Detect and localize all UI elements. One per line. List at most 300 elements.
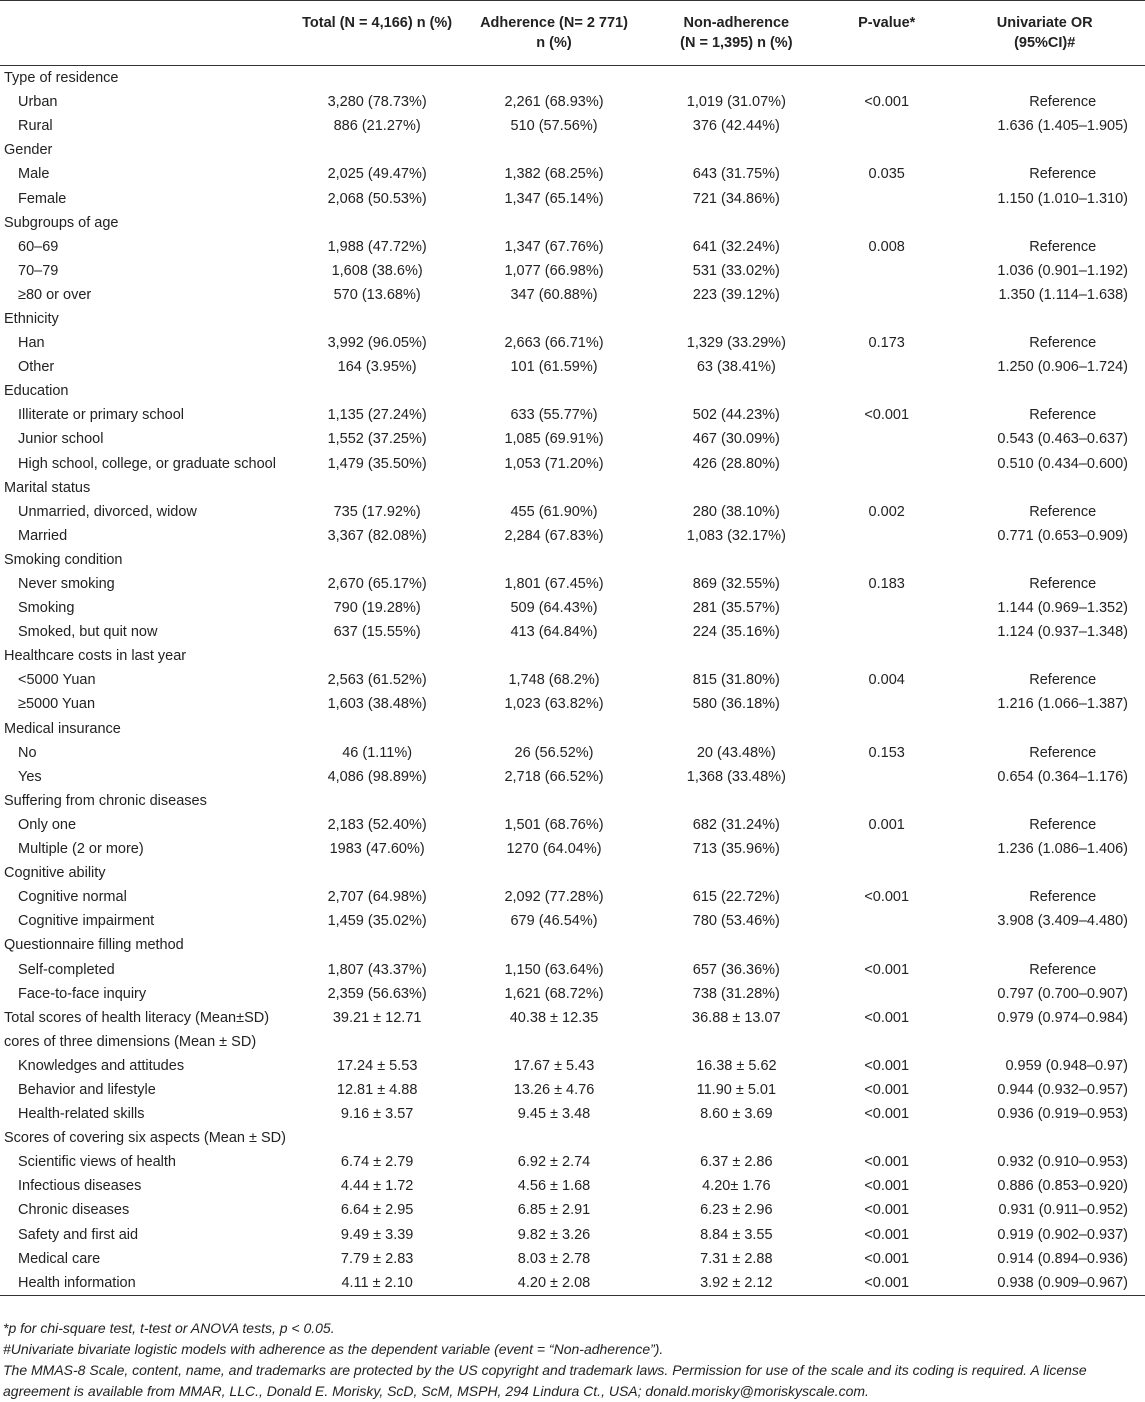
- cell-adherence: 1,347 (65.14%): [504, 190, 604, 207]
- cell-nonadherence: 7.31 ± 2.88: [700, 1250, 773, 1267]
- cell-or: 1.124 (0.937–1.348): [997, 624, 1128, 641]
- cell-or: [944, 476, 1145, 500]
- section-label: Suffering from chronic diseases: [4, 792, 207, 809]
- row-label: Female: [18, 190, 67, 207]
- cell-or: [944, 138, 1145, 162]
- cell-or: [944, 933, 1145, 957]
- cell-pvalue: 0.004: [868, 672, 905, 689]
- cell-or: 0.938 (0.909–0.967): [997, 1274, 1128, 1291]
- cell-nonadherence: [644, 476, 829, 500]
- cell-adherence: 9.45 ± 3.48: [517, 1106, 591, 1123]
- section-label: Ethnicity: [4, 310, 59, 327]
- cell-pvalue: [829, 114, 944, 138]
- cell-nonadherence: 3.92 ± 2.12: [700, 1274, 773, 1291]
- cell-nonadherence: 20 (43.48%): [696, 744, 776, 761]
- cell-pvalue: <0.001: [864, 1226, 910, 1243]
- cell-nonadherence: 643 (31.75%): [692, 166, 780, 183]
- cell-adherence: 40.38 ± 12.35: [509, 1009, 599, 1026]
- row-label: Rural: [18, 118, 53, 135]
- cell-or: Reference: [1029, 335, 1097, 352]
- cell-pvalue: [829, 1126, 944, 1150]
- cell-or: Reference: [1029, 889, 1097, 906]
- table-row: [0, 1006, 1145, 1030]
- cell-adherence: [464, 717, 643, 741]
- cell-adherence: [464, 66, 643, 91]
- cell-nonadherence: 6.37 ± 2.86: [700, 1154, 773, 1171]
- row-label: Health information: [18, 1274, 136, 1291]
- row-label: Other: [18, 359, 55, 376]
- table-row: [0, 1054, 1145, 1078]
- cell-pvalue: [829, 548, 944, 572]
- cell-total: 46 (1.11%): [342, 744, 413, 761]
- cell-adherence: 26 (56.52%): [514, 744, 594, 761]
- cell-or: 0.931 (0.911–0.952): [998, 1202, 1128, 1219]
- table-row: [0, 957, 1145, 981]
- row-label: Never smoking: [18, 576, 115, 593]
- cell-total: [290, 1030, 464, 1054]
- row-label: Cognitive normal: [18, 889, 127, 906]
- cell-total: 2,707 (64.98%): [327, 889, 427, 906]
- cell-nonadherence: 281 (35.57%): [692, 600, 780, 617]
- cell-nonadherence: [644, 717, 829, 741]
- cell-adherence: 17.67 ± 5.43: [513, 1057, 595, 1074]
- table-row: [0, 114, 1145, 138]
- cell-nonadherence: [644, 861, 829, 885]
- cell-adherence: 13.26 ± 4.76: [513, 1081, 595, 1098]
- cell-or: 0.914 (0.894–0.936): [997, 1250, 1128, 1267]
- cell-or: 1.636 (1.405–1.905): [997, 118, 1128, 135]
- cell-nonadherence: [644, 66, 829, 91]
- table-row: [0, 1271, 1145, 1296]
- cell-adherence: [464, 644, 643, 668]
- table-row: [0, 1174, 1145, 1198]
- cell-nonadherence: 713 (35.96%): [692, 841, 780, 858]
- header-or-line1: Univariate OR: [996, 15, 1093, 31]
- cell-nonadherence: 780 (53.46%): [692, 913, 780, 930]
- row-label: Unmarried, divorced, widow: [18, 503, 197, 520]
- cell-pvalue: [829, 644, 944, 668]
- section-row: [0, 138, 1145, 162]
- cell-adherence: 4.20 ± 2.08: [517, 1274, 591, 1291]
- cell-total: 12.81 ± 4.88: [336, 1081, 418, 1098]
- cell-total: 9.16 ± 3.57: [340, 1106, 414, 1123]
- table-row: [0, 186, 1145, 210]
- cell-or: [944, 1126, 1145, 1150]
- cell-total: 1,608 (38.6%): [331, 262, 423, 279]
- cell-adherence: 6.85 ± 2.91: [517, 1202, 591, 1219]
- cell-adherence: [464, 548, 643, 572]
- footnote-license: The MMAS-8 Scale, content, name, and trademarks are protected by the US copyright and trademark laws. Permission for use of the scale and its coding is required. A license agreement is available from MMAR, LLC., Donald E. Morisky, ScD, ScM, MSPH, 294 Lindura Ct., USA; donald.morisky@moriskyscale.com.: [3, 1362, 1087, 1399]
- table-row: [0, 1198, 1145, 1222]
- cell-nonadherence: [644, 789, 829, 813]
- cell-adherence: 101 (61.59%): [510, 359, 598, 376]
- row-label: Male: [18, 166, 50, 183]
- cell-or: 1.150 (1.010–1.310): [997, 190, 1128, 207]
- cell-nonadherence: [644, 307, 829, 331]
- cell-or: [944, 789, 1145, 813]
- footnote-pvalue: *p for chi-square test, t-test or ANOVA tests, p < 0.05.: [3, 1320, 335, 1336]
- cell-nonadherence: 8.84 ± 3.55: [700, 1226, 773, 1243]
- cell-nonadherence: 682 (31.24%): [692, 816, 780, 833]
- cell-nonadherence: 815 (31.80%): [692, 672, 780, 689]
- table-row: [0, 1102, 1145, 1126]
- cell-total: [290, 644, 464, 668]
- row-label: Infectious diseases: [18, 1178, 142, 1195]
- cell-pvalue: [829, 524, 944, 548]
- cell-adherence: [464, 476, 643, 500]
- section-row: [0, 211, 1145, 235]
- cell-total: 2,025 (49.47%): [327, 166, 427, 183]
- cell-or: Reference: [1029, 576, 1097, 593]
- cell-nonadherence: 1,368 (33.48%): [686, 768, 786, 785]
- cell-adherence: 509 (64.43%): [510, 600, 598, 617]
- section-label: Questionnaire filling method: [4, 937, 184, 954]
- cell-pvalue: [829, 138, 944, 162]
- cell-adherence: 2,284 (67.83%): [504, 527, 604, 544]
- section-row: [0, 933, 1145, 957]
- cell-total: [290, 66, 464, 91]
- cell-nonadherence: [644, 644, 829, 668]
- cell-adherence: 1,501 (68.76%): [504, 816, 604, 833]
- row-label: Chronic diseases: [18, 1202, 130, 1219]
- cell-pvalue: <0.001: [864, 94, 910, 111]
- cell-total: [290, 211, 464, 235]
- cell-nonadherence: 280 (38.10%): [692, 503, 780, 520]
- cell-adherence: 1,621 (68.72%): [504, 985, 604, 1002]
- cell-pvalue: [829, 837, 944, 861]
- cell-pvalue: 0.173: [868, 335, 905, 352]
- cell-total: 1,479 (35.50%): [327, 455, 427, 472]
- section-label: Type of residence: [4, 70, 119, 87]
- cell-adherence: [464, 379, 643, 403]
- header-adherence-line2: n (%): [536, 35, 572, 51]
- cell-nonadherence: 467 (30.09%): [692, 431, 780, 448]
- cell-pvalue: [829, 355, 944, 379]
- cell-adherence: 510 (57.56%): [510, 118, 598, 135]
- cell-total: [290, 138, 464, 162]
- cell-pvalue: [829, 476, 944, 500]
- cell-adherence: 455 (61.90%): [510, 503, 598, 520]
- cell-pvalue: [829, 283, 944, 307]
- cell-adherence: 2,261 (68.93%): [504, 94, 604, 111]
- cell-adherence: 1,347 (67.76%): [504, 238, 604, 255]
- cell-adherence: 1,382 (68.25%): [504, 166, 604, 183]
- cell-total: 4.11 ± 2.10: [341, 1274, 413, 1291]
- cell-or: Reference: [1029, 744, 1097, 761]
- cell-total: 2,068 (50.53%): [327, 190, 427, 207]
- cell-pvalue: <0.001: [864, 1106, 910, 1123]
- row-label: Han: [18, 335, 45, 352]
- cell-adherence: [464, 1030, 643, 1054]
- cell-total: [290, 717, 464, 741]
- header-adherence: [464, 1, 643, 66]
- cell-pvalue: 0.008: [868, 238, 905, 255]
- cell-adherence: 6.92 ± 2.74: [517, 1154, 591, 1171]
- cell-adherence: 1,053 (71.20%): [504, 455, 604, 472]
- cell-pvalue: [829, 596, 944, 620]
- table-row: [0, 692, 1145, 716]
- cell-total: 790 (19.28%): [333, 600, 421, 617]
- cell-pvalue: <0.001: [864, 1202, 910, 1219]
- cell-or: 0.979 (0.974–0.984): [997, 1009, 1128, 1026]
- cell-total: [290, 933, 464, 957]
- cell-pvalue: [829, 259, 944, 283]
- row-label: Married: [18, 527, 68, 544]
- row-label: Cognitive impairment: [18, 913, 155, 930]
- cell-pvalue: [829, 789, 944, 813]
- cell-adherence: 679 (46.54%): [510, 913, 598, 930]
- section-row: [0, 307, 1145, 331]
- row-label: Only one: [18, 816, 77, 833]
- cell-pvalue: [829, 211, 944, 235]
- cell-adherence: 9.82 ± 3.26: [517, 1226, 591, 1243]
- table-row: [0, 813, 1145, 837]
- table-row: [0, 620, 1145, 644]
- table-header: [0, 1, 1145, 66]
- cell-nonadherence: [644, 548, 829, 572]
- cell-or: Reference: [1029, 503, 1097, 520]
- cell-total: 164 (3.95%): [337, 359, 417, 376]
- row-label: Health-related skills: [18, 1106, 145, 1123]
- cell-or: Reference: [1029, 672, 1097, 689]
- cell-adherence: [464, 211, 643, 235]
- cell-nonadherence: 426 (28.80%): [692, 455, 780, 472]
- table-row: [0, 909, 1145, 933]
- cell-total: 2,563 (61.52%): [327, 672, 427, 689]
- cell-or: 3.908 (3.409–4.480): [997, 913, 1128, 930]
- header-or: [944, 1, 1145, 66]
- cell-nonadherence: [644, 1126, 829, 1150]
- cell-nonadherence: 1,083 (32.17%): [686, 527, 786, 544]
- cell-nonadherence: 641 (32.24%): [692, 238, 780, 255]
- cell-pvalue: 0.035: [868, 166, 905, 183]
- cell-total: [290, 379, 464, 403]
- cell-adherence: [464, 1126, 643, 1150]
- footnote-or: #Univariate bivariate logistic models with adherence as the dependent variable (event = “Non-adherence”).: [3, 1341, 664, 1357]
- cell-total: 1,988 (47.72%): [327, 238, 427, 255]
- cell-adherence: 413 (64.84%): [510, 624, 598, 641]
- cell-nonadherence: [644, 138, 829, 162]
- cell-adherence: 1,748 (68.2%): [508, 672, 600, 689]
- section-row: [0, 644, 1145, 668]
- cell-total: 1,552 (37.25%): [327, 431, 427, 448]
- section-row: [0, 66, 1145, 91]
- cell-pvalue: [829, 452, 944, 476]
- cell-total: [290, 789, 464, 813]
- section-row: [0, 861, 1145, 885]
- cell-adherence: 8.03 ± 2.78: [517, 1250, 591, 1267]
- cell-or: [944, 307, 1145, 331]
- header-nonadherence: [644, 1, 829, 66]
- cell-pvalue: <0.001: [864, 1009, 910, 1026]
- cell-total: 637 (15.55%): [333, 624, 421, 641]
- cell-total: 1,807 (43.37%): [327, 961, 427, 978]
- cell-pvalue: [829, 1030, 944, 1054]
- cell-or: 0.797 (0.700–0.907): [997, 985, 1128, 1002]
- table-row: [0, 283, 1145, 307]
- cell-adherence: 2,663 (66.71%): [504, 335, 604, 352]
- row-label: No: [18, 744, 37, 761]
- table-row: [0, 1150, 1145, 1174]
- table-row: [0, 982, 1145, 1006]
- cell-or: 0.886 (0.853–0.920): [997, 1178, 1128, 1195]
- cell-adherence: 1270 (64.04%): [506, 841, 602, 858]
- cell-total: 6.64 ± 2.95: [340, 1202, 414, 1219]
- cell-total: 3,367 (82.08%): [327, 527, 427, 544]
- cell-or: [944, 548, 1145, 572]
- cell-pvalue: 0.183: [868, 576, 905, 593]
- cell-adherence: [464, 138, 643, 162]
- section-label: Gender: [4, 142, 53, 159]
- header-label: [0, 1, 290, 66]
- cell-nonadherence: 531 (33.02%): [692, 262, 780, 279]
- cell-total: 2,670 (65.17%): [327, 576, 427, 593]
- cell-adherence: 347 (60.88%): [510, 286, 598, 303]
- cell-or: [944, 211, 1145, 235]
- cell-pvalue: [829, 765, 944, 789]
- cell-pvalue: 0.002: [868, 503, 905, 520]
- cell-nonadherence: 738 (31.28%): [692, 985, 780, 1002]
- cell-total: [290, 307, 464, 331]
- table-row: [0, 259, 1145, 283]
- cell-pvalue: 0.001: [868, 816, 905, 833]
- cell-total: 1,459 (35.02%): [327, 913, 427, 930]
- cell-total: 735 (17.92%): [333, 503, 421, 520]
- cell-pvalue: [829, 717, 944, 741]
- row-label: Smoking: [18, 600, 75, 617]
- row-label: Junior school: [18, 431, 104, 448]
- table-row: [0, 668, 1145, 692]
- cell-pvalue: [829, 982, 944, 1006]
- row-label: Self-completed: [18, 961, 115, 978]
- cell-or: 0.936 (0.919–0.953): [997, 1106, 1128, 1123]
- cell-total: 4.44 ± 1.72: [340, 1178, 414, 1195]
- cell-total: [290, 548, 464, 572]
- cell-nonadherence: 580 (36.18%): [692, 696, 780, 713]
- cell-or: 0.510 (0.434–0.600): [997, 455, 1128, 472]
- header-pvalue: P-value*: [858, 15, 916, 31]
- cell-adherence: 1,085 (69.91%): [504, 431, 604, 448]
- cell-pvalue: [829, 909, 944, 933]
- cell-nonadherence: 63 (38.41%): [696, 359, 776, 376]
- row-label: ≥5000 Yuan: [18, 696, 96, 713]
- table-row: [0, 427, 1145, 451]
- table-row: [0, 524, 1145, 548]
- section-row: [0, 1126, 1145, 1150]
- table-row: [0, 596, 1145, 620]
- cell-or: [944, 861, 1145, 885]
- row-label: Urban: [18, 94, 58, 111]
- section-label: Cognitive ability: [4, 865, 106, 882]
- cell-pvalue: [829, 933, 944, 957]
- cell-nonadherence: 11.90 ± 5.01: [696, 1081, 777, 1098]
- cell-nonadherence: 1,019 (31.07%): [686, 94, 786, 111]
- row-label: Safety and first aid: [18, 1226, 139, 1243]
- header-total: Total (N = 4,166) n (%): [302, 15, 453, 31]
- row-label: Multiple (2 or more): [18, 841, 144, 858]
- cell-adherence: 2,092 (77.28%): [504, 889, 604, 906]
- cell-pvalue: [829, 861, 944, 885]
- cell-or: 1.144 (0.969–1.352): [997, 600, 1128, 617]
- footnotes: [3, 1318, 1143, 1402]
- table-row: [0, 500, 1145, 524]
- cell-total: 3,280 (78.73%): [327, 94, 427, 111]
- cell-total: 1,603 (38.48%): [327, 696, 427, 713]
- row-label: 70–79: [18, 262, 59, 279]
- cell-nonadherence: 869 (32.55%): [692, 576, 780, 593]
- cell-nonadherence: [644, 933, 829, 957]
- section-row: [0, 476, 1145, 500]
- section-label: Healthcare costs in last year: [4, 648, 187, 665]
- cell-total: 39.21 ± 12.71: [332, 1009, 422, 1026]
- table-row: [0, 572, 1145, 596]
- cell-adherence: 633 (55.77%): [510, 407, 598, 424]
- cell-or: 0.959 (0.948–0.97): [1005, 1057, 1128, 1074]
- cell-nonadherence: 376 (42.44%): [692, 118, 780, 135]
- row-label: Illiterate or primary school: [18, 407, 184, 424]
- table-row: [0, 90, 1145, 114]
- cell-total: 886 (21.27%): [333, 118, 421, 135]
- cell-total: [290, 476, 464, 500]
- table-row: [0, 837, 1145, 861]
- section-label: Subgroups of age: [4, 214, 119, 231]
- cell-nonadherence: [644, 379, 829, 403]
- cell-or: 1.350 (1.114–1.638): [998, 286, 1128, 303]
- cell-pvalue: <0.001: [864, 961, 910, 978]
- table-row: [0, 162, 1145, 186]
- cell-total: 2,183 (52.40%): [327, 816, 427, 833]
- table-row: [0, 765, 1145, 789]
- cell-pvalue: <0.001: [864, 1274, 910, 1291]
- cell-pvalue: [829, 186, 944, 210]
- cell-or: Reference: [1029, 961, 1097, 978]
- cell-or: 1.216 (1.066–1.387): [997, 696, 1128, 713]
- cell-total: 570 (13.68%): [333, 286, 421, 303]
- cell-pvalue: <0.001: [864, 889, 910, 906]
- cell-nonadherence: [644, 1030, 829, 1054]
- row-label: High school, college, or graduate school: [18, 455, 276, 472]
- cell-adherence: 1,077 (66.98%): [504, 262, 604, 279]
- cell-adherence: [464, 789, 643, 813]
- cell-total: 17.24 ± 5.53: [336, 1057, 418, 1074]
- cell-nonadherence: 224 (35.16%): [692, 624, 780, 641]
- cell-pvalue: <0.001: [864, 1250, 910, 1267]
- cell-nonadherence: 4.20± 1.76: [702, 1178, 771, 1195]
- row-label: Behavior and lifestyle: [18, 1081, 156, 1098]
- cell-total: 3,992 (96.05%): [327, 335, 427, 352]
- cell-adherence: 1,150 (63.64%): [504, 961, 604, 978]
- cell-or: 0.932 (0.910–0.953): [997, 1154, 1128, 1171]
- cell-nonadherence: 502 (44.23%): [692, 407, 780, 424]
- table-row: [0, 235, 1145, 259]
- cell-or: 0.543 (0.463–0.637): [997, 431, 1128, 448]
- section-label: Medical insurance: [4, 720, 121, 737]
- row-label: Knowledges and attitudes: [18, 1057, 185, 1074]
- cell-adherence: [464, 861, 643, 885]
- cell-nonadherence: [644, 211, 829, 235]
- table-row: [0, 452, 1145, 476]
- row-label: Medical care: [18, 1250, 101, 1267]
- cell-or: 0.944 (0.932–0.957): [997, 1081, 1128, 1098]
- section-row: [0, 1030, 1145, 1054]
- cell-or: [944, 66, 1145, 91]
- table-row: [0, 403, 1145, 427]
- row-label: Face-to-face inquiry: [18, 985, 147, 1002]
- cell-or: Reference: [1029, 407, 1097, 424]
- section-label: Scores of covering six aspects (Mean ± SD): [4, 1130, 286, 1147]
- cell-nonadherence: 36.88 ± 13.07: [692, 1009, 781, 1026]
- cell-pvalue: [829, 692, 944, 716]
